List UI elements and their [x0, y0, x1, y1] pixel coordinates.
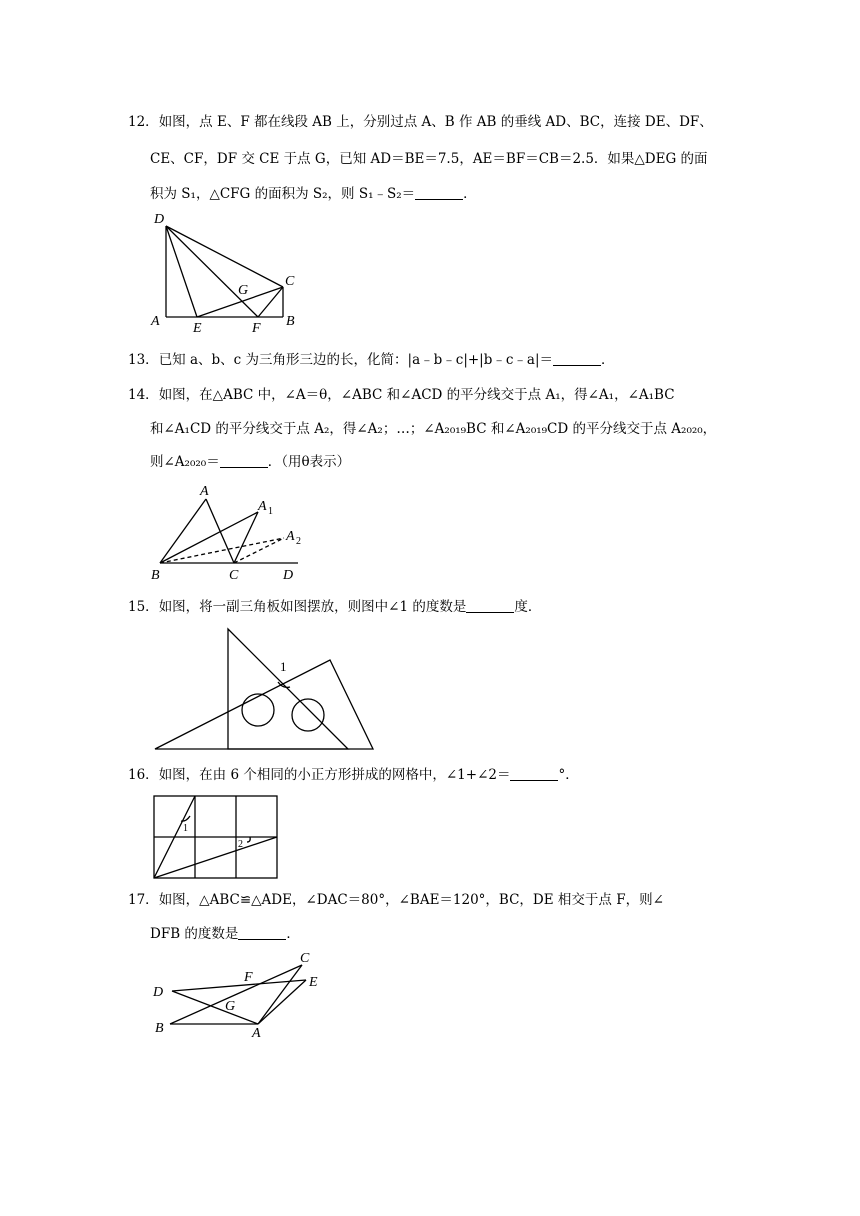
- q12-line-1: [128, 112, 718, 132]
- q16-figure: [150, 794, 280, 880]
- q13-answer-blank[interactable]: [553, 351, 601, 366]
- q13-text-1: 已知 a、b、c 为三角形三边的长，化简：|a﹣b﹣c|+|b﹣c﹣a|＝: [158, 352, 554, 368]
- q12-figure: [148, 208, 308, 338]
- q14-label-A1: A: [258, 499, 267, 514]
- q12-label-A: A: [151, 314, 160, 329]
- q16-tail: °．: [558, 767, 579, 783]
- q12-label-C: C: [285, 274, 295, 289]
- q14-line-2: 和∠A₁CD 的平分线交于点 A₂，得∠A₂；…；∠A₂₀₁₉BC 和∠A₂₀₁₉CD 的平分线交于点 A₂₀₂₀，: [150, 421, 717, 437]
- q17-label-F: F: [244, 970, 253, 985]
- q17-tail: ．: [286, 926, 300, 942]
- q14-label-D: D: [283, 568, 294, 583]
- q17-label-C: C: [300, 951, 310, 966]
- q12-label-G: G: [238, 283, 249, 298]
- q12-label-E: E: [193, 321, 202, 336]
- q14-label-B: B: [151, 568, 160, 583]
- q17-label-E: E: [309, 975, 318, 990]
- q14-tail: ．（用θ表示）: [267, 454, 351, 470]
- q17-label-B: B: [155, 1021, 164, 1036]
- q14-text-3: 则∠A₂₀₂₀＝: [150, 454, 220, 470]
- q14-number: 14．: [128, 387, 159, 403]
- q17-label-A: A: [252, 1026, 261, 1041]
- q12-label-D: D: [154, 212, 165, 227]
- q14-label-A2: A: [286, 529, 295, 544]
- q12-tail: ．: [463, 186, 477, 202]
- q12-answer-blank[interactable]: [415, 185, 463, 200]
- q17-figure: [148, 948, 338, 1042]
- q12-number: 12．: [128, 114, 159, 130]
- q15-angle-1-label: 1: [280, 659, 287, 674]
- q12-label-F: F: [252, 321, 261, 336]
- q15-answer-blank[interactable]: [466, 598, 514, 613]
- q16-text-1: 如图，在由 6 个相同的小正方形拼成的网格中，∠1+∠2＝: [158, 767, 511, 783]
- q17-label-D: D: [153, 985, 164, 1000]
- q14-label-A: A: [200, 484, 209, 499]
- q17-text-1: 如图，△ABC≌△ADE，∠DAC＝80°，∠BAE＝120°，BC，DE 相交于点 F，则∠: [158, 892, 664, 908]
- q14-label-C: C: [229, 568, 239, 583]
- q17-text-2: DFB 的度数是: [150, 926, 239, 942]
- q14-answer-blank[interactable]: [220, 453, 268, 468]
- q14-label-A1-sub: 1: [268, 506, 273, 517]
- q14-label-A2-sub: 2: [296, 536, 301, 547]
- q16-line-1: [128, 765, 718, 785]
- q16-angle-2-label: 2: [238, 839, 243, 850]
- q13-tail: ．: [601, 352, 615, 368]
- q12-text-1: 如图，点 E、F 都在线段 AB 上，分别过点 A、B 作 AB 的垂线 AD、BC，连接 DE、DF、: [158, 114, 713, 130]
- q15-text-1: 如图，将一副三角板如图摆放，则图中∠1 的度数是: [158, 599, 467, 615]
- q12-line-3: [150, 184, 740, 204]
- q16-answer-blank[interactable]: [510, 766, 558, 781]
- q16-number: 16．: [128, 767, 159, 783]
- q17-answer-blank[interactable]: [238, 925, 286, 940]
- q15-tail: 度．: [514, 599, 542, 615]
- q12-text-3: 积为 S₁，△CFG 的面积为 S₂，则 S₁﹣S₂＝: [150, 186, 416, 202]
- q17-label-G: G: [225, 999, 236, 1014]
- q17-line-1: [128, 890, 718, 910]
- q15-figure: [150, 625, 380, 755]
- q16-angle-1-label: 1: [183, 823, 188, 834]
- q13-number: 13．: [128, 352, 159, 368]
- q14-figure: [148, 482, 318, 582]
- q14-line-3: [150, 452, 740, 472]
- q14-text-1: 如图，在△ABC 中，∠A＝θ，∠ABC 和∠ACD 的平分线交于点 A₁，得∠A₁，∠A₁BC: [158, 387, 675, 403]
- q17-line-2: [150, 924, 740, 944]
- q13-line-1: [128, 350, 718, 370]
- q17-number: 17．: [128, 892, 159, 908]
- q14-line-1: [128, 385, 718, 405]
- q12-label-B: B: [286, 314, 295, 329]
- q12-line-2: CE、CF，DF 交 CE 于点 G，已知 AD＝BE＝7.5，AE＝BF＝CB＝2.5．如果△DEG 的面: [150, 151, 708, 167]
- q15-number: 15．: [128, 599, 159, 615]
- q15-line-1: [128, 597, 718, 617]
